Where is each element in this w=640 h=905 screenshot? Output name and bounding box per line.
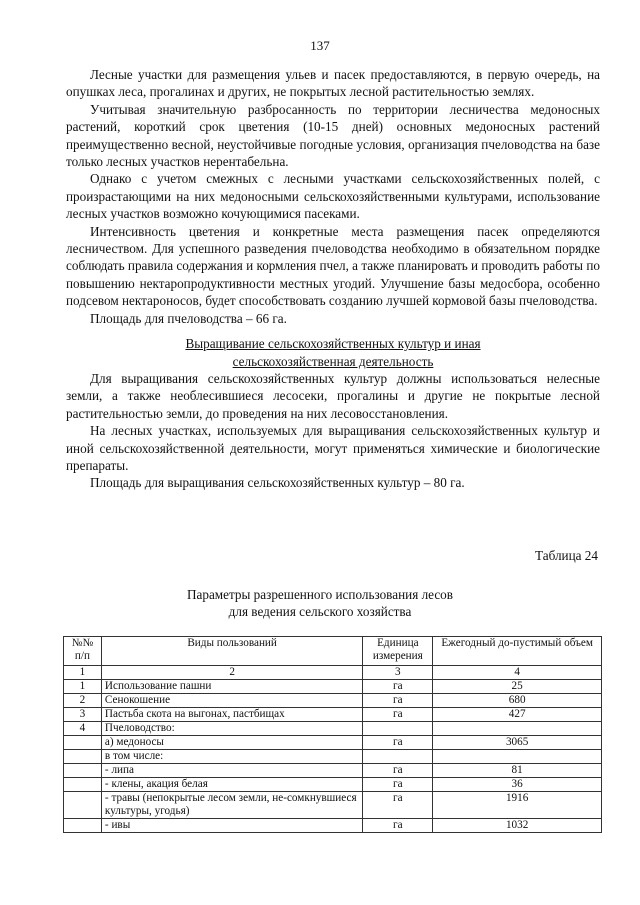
numbering-cell: 3 xyxy=(363,666,433,680)
table-label: Таблица 24 xyxy=(535,548,598,563)
section-heading xyxy=(66,335,600,370)
table-cell: Пчеловодство: xyxy=(101,722,362,736)
section-heading-line: Выращивание сельскохозяйственных культур и иная xyxy=(185,336,481,352)
parameters-table xyxy=(63,636,602,833)
table-cell: а) медоносы xyxy=(101,736,362,750)
paragraph: Однако с учетом смежных с лесными участками сельскохозяйственных полей, с произрастающими на них медоносными сельскохозяйственными культурами, использование лесных участков возможно кочующимися пасеками. xyxy=(66,171,600,222)
table-cell: Пастьба скота на выгонах, пастбищах xyxy=(101,708,362,722)
table-title-line: Параметры разрешенного использования лесов xyxy=(186,587,454,602)
numbering-cell: 4 xyxy=(433,666,602,680)
table-numbering-row xyxy=(64,666,602,680)
table-row xyxy=(64,694,602,708)
paragraph: Учитывая значительную разбросанность по территории лесничества медоносных растений, короткий срок цветения (10-15 дней) основных медоносных растений преимущественно весной, неустойчивые погодные условия, организация пчеловодства на базе только лесных участков нерентабельна. xyxy=(66,101,600,170)
table-cell xyxy=(64,764,102,778)
table-row xyxy=(64,778,602,792)
table-cell xyxy=(433,722,602,736)
paragraph: На лесных участках, используемых для выращивания сельскохозяйственных культур и иной сельскохозяйственной деятельности, могут применяться химические и биологические препараты. xyxy=(66,423,600,473)
table-cell: 36 xyxy=(433,778,602,792)
table-cell: га xyxy=(363,708,433,722)
table-cell: в том числе: xyxy=(101,750,362,764)
table-cell: 25 xyxy=(433,680,602,694)
header-cell: Виды пользований xyxy=(101,637,362,666)
table-cell: 3 xyxy=(64,708,102,722)
table-cell xyxy=(64,750,102,764)
paragraph: Площадь для пчеловодства – 66 га. xyxy=(90,310,287,326)
table-cell: Сенокошение xyxy=(101,694,362,708)
table-cell: га xyxy=(363,778,433,792)
table-cell xyxy=(64,736,102,750)
table-cell xyxy=(64,819,102,833)
table-cell: 1 xyxy=(64,680,102,694)
table-cell: 81 xyxy=(433,764,602,778)
paragraph: Площадь для выращивания сельскохозяйственных культур – 80 га. xyxy=(90,475,465,491)
table-row xyxy=(64,708,602,722)
table-cell: Использование пашни xyxy=(101,680,362,694)
table-row xyxy=(64,680,602,694)
paragraph: Лесные участки для размещения ульев и пасек предоставляются, в первую очередь, на опушках леса, прогалинах и других, не покрытых лесной растительностью землях. xyxy=(66,67,600,100)
table-title xyxy=(0,586,640,620)
table-title-line: для ведения сельского хозяйства xyxy=(228,604,412,619)
table-row xyxy=(64,792,602,819)
table-cell: 1916 xyxy=(433,792,602,819)
page-number: 137 xyxy=(310,38,330,53)
table-row xyxy=(64,819,602,833)
table-cell: 2 xyxy=(64,694,102,708)
table-cell: 3065 xyxy=(433,736,602,750)
table-cell xyxy=(363,750,433,764)
paragraph: Для выращивания сельскохозяйственных культур должны использоваться нелесные земли, а также необлесившиеся лесосеки, прогалины и другие не покрытые лесной растительностью земли, до проведения на них лесовосстановления. xyxy=(66,370,600,421)
header-cell: Ежегодный до-пустимый объем xyxy=(433,637,602,666)
numbering-cell: 2 xyxy=(101,666,362,680)
table-cell xyxy=(64,778,102,792)
table-cell xyxy=(433,750,602,764)
table-row xyxy=(64,722,602,736)
header-cell: Единица измерения xyxy=(363,637,433,666)
table-cell: га xyxy=(363,792,433,819)
table-cell: 680 xyxy=(433,694,602,708)
table-cell: га xyxy=(363,764,433,778)
numbering-cell: 1 xyxy=(64,666,102,680)
table-row xyxy=(64,764,602,778)
table-cell: га xyxy=(363,694,433,708)
body-text xyxy=(66,66,600,492)
table-cell: га xyxy=(363,819,433,833)
table-cell: - травы (непокрытые лесом земли, не-сомкнувшиеся культуры, угодья) xyxy=(101,792,362,819)
paragraph: Интенсивность цветения и конкретные места размещения пасек определяются лесничеством. Для успешного разведения пчеловодства необходимо в обязательном порядке соблюдать правила содержания и кормления пчел, а также планировать и проводить работы по повышению нектаропродуктивности местных угодий. Улучшение базы медосбора, особенно подсевом нектароносов, будет способствовать созданию лучшей кормовой базы пчеловодства. xyxy=(66,223,600,309)
table-cell: - липа xyxy=(101,764,362,778)
table-header-row xyxy=(64,637,602,666)
table-cell xyxy=(363,722,433,736)
table-row xyxy=(64,750,602,764)
table-cell: га xyxy=(363,680,433,694)
table-cell: 1032 xyxy=(433,819,602,833)
table-cell: - клены, акация белая xyxy=(101,778,362,792)
table-cell: - ивы xyxy=(101,819,362,833)
table-row xyxy=(64,736,602,750)
table-cell: га xyxy=(363,736,433,750)
table-cell xyxy=(64,792,102,819)
table-cell: 4 xyxy=(64,722,102,736)
section-heading-line: сельскохозяйственная деятельность xyxy=(232,353,434,369)
header-cell: №№ п/п xyxy=(64,637,102,666)
table-cell: 427 xyxy=(433,708,602,722)
